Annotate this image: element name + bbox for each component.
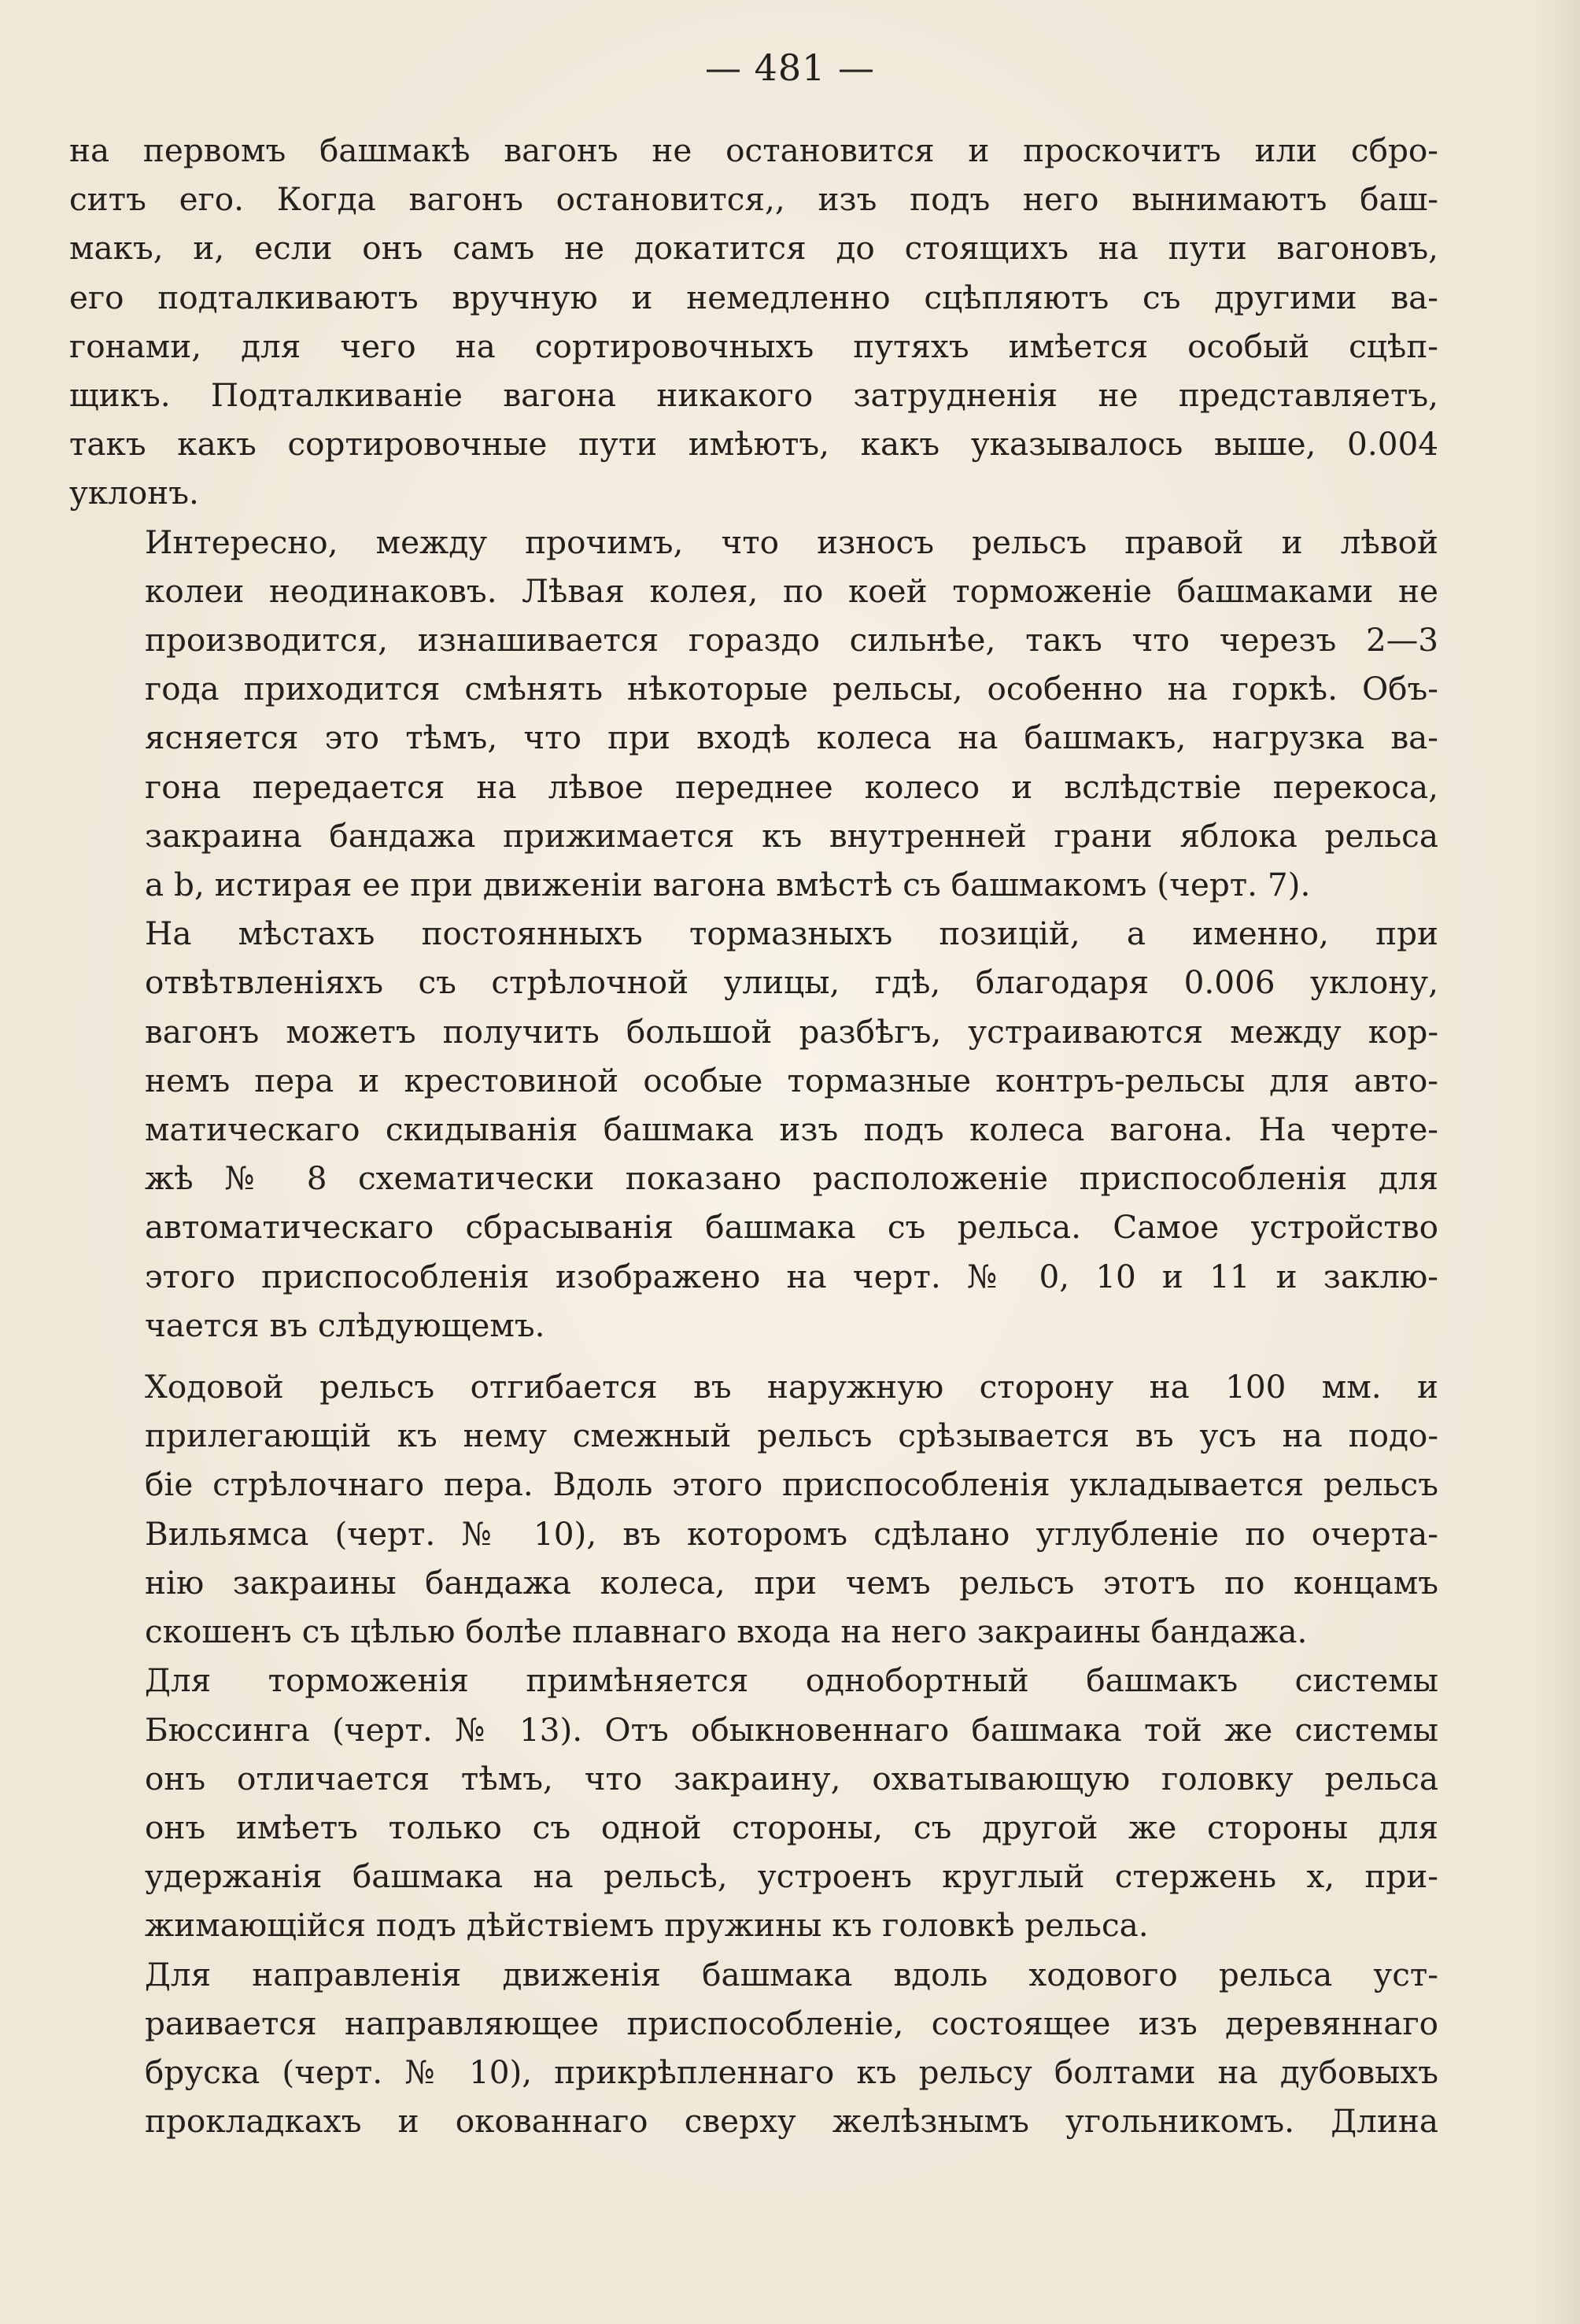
text-line: этого приспособленiя изображено на черт. № 0, 10 и 11 и заклю- bbox=[145, 1257, 1438, 1295]
text-line: гонами, для чего на сортировочныхъ путяхъ имѣется особый сцѣп- bbox=[69, 327, 1438, 365]
text-line: прилегающiй къ нему смежный рельсъ срѣзывается въ усъ на подо- bbox=[145, 1417, 1438, 1455]
text-line: такъ какъ сортировочные пути имѣютъ, какъ указывалось выше, 0.004 bbox=[69, 425, 1438, 464]
text-line: раивается направляющее приспособленiе, состоящее изъ деревяннаго bbox=[145, 2004, 1438, 2042]
text-line: вагонъ можетъ получить большой разбѣгъ, устраиваются между кор- bbox=[145, 1012, 1438, 1051]
text-line: Для направленiя движенiя башмака вдоль ходового рельса уст- bbox=[145, 1955, 1438, 1993]
text-line: На мѣстахъ постоянныхъ тормазныхъ позицiй, а именно, при bbox=[145, 914, 1438, 953]
text-line: бiе стрѣлочнаго пера. Вдоль этого приспособленiя укладывается рельсъ bbox=[145, 1465, 1438, 1504]
text-line: матическаго скидыванiя башмака изъ подъ колеса вагона. На черте- bbox=[145, 1110, 1438, 1149]
text-line: колеи неодинаковъ. Лѣвая колея, по коей торможенiе башмаками не bbox=[145, 571, 1438, 610]
text-line: гона передается на лѣвое переднее колесо и вслѣдствiе перекоса, bbox=[145, 767, 1438, 806]
text-line: Интересно, между прочимъ, что износъ рельсъ правой и лѣвой bbox=[145, 523, 1438, 561]
paragraph-2 bbox=[69, 518, 1438, 910]
text-line: бруска (черт. № 10), прикрѣпленнаго къ рельсу болтами на дубовыхъ bbox=[145, 2052, 1438, 2091]
text-line: щикъ. Подталкиванiе вагона никакого затрудненiя не представляетъ, bbox=[69, 376, 1438, 415]
text-line: онъ имѣетъ только съ одной стороны, съ другой же стороны для bbox=[145, 1808, 1438, 1846]
paragraph-6 bbox=[69, 1950, 1438, 2146]
text-line: его подталкиваютъ вручную и немедленно сцѣпляютъ съ другими ва- bbox=[69, 278, 1438, 316]
text-line: автоматическаго сбрасыванiя башмака съ рельса. Самое устройство bbox=[145, 1208, 1438, 1247]
text-line: закраина бандажа прижимается къ внутренней грани яблока рельса bbox=[145, 816, 1438, 855]
text-line: чается въ слѣдующемъ. bbox=[145, 1306, 545, 1344]
text-line: немъ пера и крестовиной особые тормазные контръ-рельсы для авто- bbox=[145, 1061, 1438, 1099]
text-line: ясняется это тѣмъ, что при входѣ колеса на башмакъ, нагрузка ва- bbox=[145, 719, 1438, 757]
text-line: макъ, и, если онъ самъ не докатится до стоящихъ на пути вагоновъ, bbox=[69, 229, 1438, 268]
paragraph-1 bbox=[69, 126, 1438, 518]
text-line: Ходовой рельсъ отгибается въ наружную сторону на 100 мм. и bbox=[145, 1368, 1438, 1406]
text-line: года приходится смѣнять нѣкоторые рельсы, особенно на горкѣ. Объ- bbox=[145, 670, 1438, 708]
text-line: онъ отличается тѣмъ, что закраину, охватывающую головку рельса bbox=[145, 1759, 1438, 1797]
text-line: отвѣтвленiяхъ съ стрѣлочной улицы, гдѣ, благодаря 0.006 уклону, bbox=[145, 963, 1438, 1002]
text-line: прокладкахъ и окованнаго сверху желѣзнымъ угольникомъ. Длина bbox=[145, 2102, 1438, 2141]
text-line: на первомъ башмакѣ вагонъ не остановится и проскочитъ или сбро- bbox=[69, 131, 1438, 169]
text-line: уклонъ. bbox=[69, 474, 199, 512]
text-line: Вильямса (черт. № 10), въ которомъ сдѣлано углубленiе по очерта- bbox=[145, 1514, 1438, 1553]
text-line: жимающiйся подъ дѣйствiемъ пружины къ головкѣ рельса. bbox=[145, 1906, 1149, 1945]
text-line: Бюссинга (черт. № 13). Отъ обыкновеннаго башмака той же системы bbox=[145, 1710, 1438, 1749]
text-line: a b, истирая ее при движенiи вагона вмѣстѣ съ башмакомъ (черт. 7). bbox=[145, 866, 1311, 904]
text-line: жѣ № 8 схематически показано расположенiе приспособленiя для bbox=[145, 1159, 1438, 1198]
paragraph-4 bbox=[69, 1362, 1438, 1656]
text-line: нiю закраины бандажа колеса, при чемъ рельсъ этотъ по концамъ bbox=[145, 1563, 1438, 1602]
text-line: скошенъ съ цѣлью болѣе плавнаго входа на него закраины бандажа. bbox=[145, 1613, 1308, 1651]
text-line: ситъ его. Когда вагонъ остановится,, изъ подъ него вынимаютъ баш- bbox=[69, 180, 1438, 219]
paragraph-5 bbox=[69, 1656, 1438, 1949]
page-edge-shadow bbox=[1533, 0, 1580, 2324]
text-line: производится, изнашивается гораздо сильнѣе, такъ что черезъ 2—3 bbox=[145, 621, 1438, 660]
page-number: — 481 — bbox=[704, 46, 876, 89]
text-line: Для торможенiя примѣняется однобортный башмакъ системы bbox=[145, 1661, 1438, 1700]
text-column bbox=[69, 126, 1438, 2145]
paragraph-3 bbox=[69, 909, 1438, 1350]
text-line: удержанiя башмака на рельсѣ, устроенъ круглый стержень x, при- bbox=[145, 1857, 1438, 1896]
